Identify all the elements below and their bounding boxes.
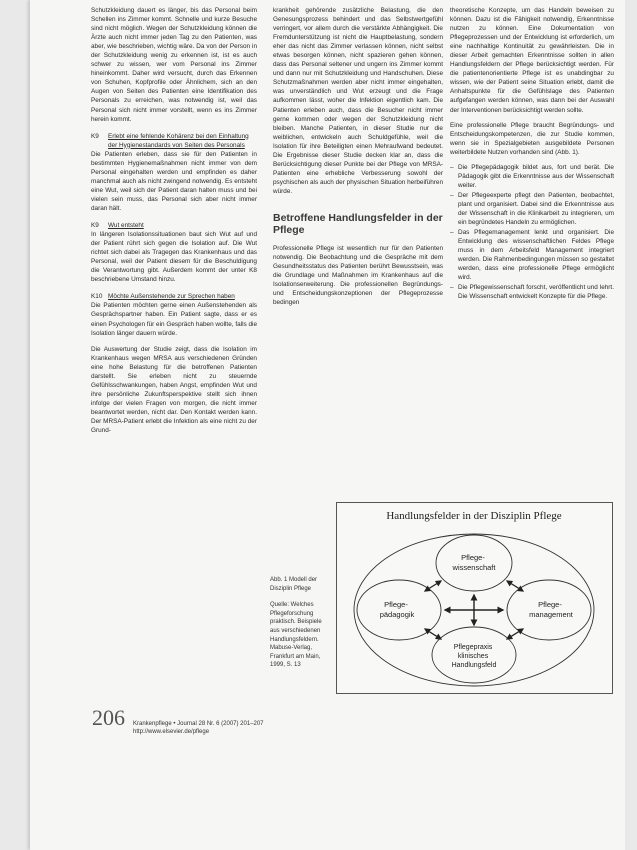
- category-block-k10: [91, 292, 257, 337]
- category-heading: [91, 132, 257, 150]
- category-block-k9-wut: [91, 221, 257, 284]
- paragraph: theoretische Konzepte, um das Handeln beweisen zu können. Dazu ist die Fähigkeit notwendig, Erkenntnisse nutzen zu können. Eine Dokumentation von Pflegeprozessen und der Entwicklung ist erforderlich, um eine nachhaltige Kontinuität zu gewährleisten. Die in dieser Arbeit gemachten Erkenntnisse sollten in allen Handlungsfeldern der Pflege berücksichtigt werden. Für die patientenorientierte Pflege ist es unabdingbar zu wissen, wie der Patient seine Situation erlebt, damit die Anhaltspunkte für die Gefühlslage des Patienten aufgefangen werden können, was dann bei der Auswahl der Interventionen berücksichtigt werden sollte.: [450, 7, 614, 114]
- node-label-left: Pflege- pädagogik: [379, 600, 415, 619]
- text-column-2: [273, 6, 443, 313]
- category-title-text: Möchte Außenstehende zur Sprechen haben: [108, 293, 235, 301]
- paragraph: Die Auswertung der Studie zeigt, dass die Isolation im Krankenhaus wegen MRSA aus verschiedenen Gründen eine hohe Belastung für die betroffenen Patienten darstellt. Sie erleben nicht zu steuernde Gefühlsschwankungen, haben Angst, empfinden Wut und ihre persönliche Zukunftsperspektive stellt sich ihnen infolge der vielen Fragen von morgen, die nicht immer beantwortet werden, nicht dar. Den Kontakt werden kann. Der MRSA-Patient erlebt die Infektion als eine nicht zu der Grund-: [91, 345, 257, 435]
- category-heading: [91, 292, 257, 301]
- text-column-3: [450, 6, 614, 302]
- figure-handlungsfelder: [336, 502, 613, 694]
- arrow-top-right: [507, 581, 523, 591]
- arrow-bottom-right: [507, 629, 523, 639]
- figure-caption: [270, 576, 330, 678]
- category-text: In längeren Isolationssituationen baut sich Wut auf und der Patient rührt sich gegen die Isolation auf. Die Wut richtet sich dabei als Tragegen das Krankenhaus und das Personal, weil der Patient diesem für die Beschuldigung die Verantwortung gibt. Außerdem kommt der unter K8 beschriebene Umstand hinzu.: [91, 231, 257, 284]
- category-label: K9: [91, 222, 99, 230]
- caption-source: Quelle: Welches Pflegeforschung praktisch. Beispiele aus verschiedenen Handlungsfeldern. Mabuse-Verlag, Frankfurt am Main, 1999, S. 13: [270, 602, 322, 669]
- node-label-bottom: Pflegepraxis klinisches Handlungsfeld: [451, 644, 497, 669]
- node-label-top: Pflege- wissenschaft: [452, 553, 496, 572]
- paragraph: krankheit gehörende zusätzliche Belastung, die den Genesungsprozess behindert und das Selbstwertgefühl verringert, vor allem durch die verstärkte Abhängigkeit. Die Fremdunterstützung ist nicht die Hauptbelastung, sondern eher das nicht das Zimmer verlassen können, nicht selbst etwas besorgen können, nicht spazieren gehen können, dass das Personal seltener und ungern ins Zimmer kommt und dann nur mit Schutzkleidung und Handschuhen. Diese Schutzmaßnahmen werden aber nicht immer eingehalten, was unverständlich und Wut erzeugt und die Frage aufkommen lässt, woher die Infektion eigentlich kam. Die Patienten erleben auch, dass die Besucher nicht immer gerne kommen oder wegen der Schutzkleidung nicht bleiben. Manche Patienten, in dieser Studie nur die weiblichen, entwickeln auch Schuldgefühle, weil die Isolation für ihre Beteiligten einen Mehraufwand bedeutet. Die Ergebnisse dieser Studie decken klar an, dass die Berücksichtigung dieser Punkte bei der Pflege von MRSA-Patienten eine erhebliche Verbesserung sowohl der psychischen als auch der physischen Situation herbeiführen würde.: [273, 7, 443, 195]
- category-heading: [91, 221, 257, 230]
- node-label-right: Pflege- management: [529, 600, 573, 619]
- caption-title: Abb. 1 Modell der Disziplin Pflege: [270, 577, 318, 592]
- arrow-bottom-left: [425, 629, 441, 639]
- journal-citation: Krankenpflege • Journal 28 Nr. 6 (2007) 201–207: [133, 721, 264, 727]
- paragraph: Eine professionelle Pflege braucht Begründungs- und Entscheidungskompetenzen, die zur Studie kommen, wenn sie in Spezialgebieten ausgebildete Personen weiterbildete Nutzen vorhanden sind (Abb. 1).: [450, 121, 614, 156]
- field-list: [450, 163, 614, 302]
- category-text: Die Patienten möchten gerne einen Außenstehenden als Gesprächspartner haben. Ein Patient sagte, dass er es einen Psychologen für ein Gespräch haben wollte, falls die Isolation länger dauern würde.: [91, 302, 257, 337]
- text-column-1: [91, 6, 257, 441]
- journal-url: http://www.elsevier.de/pflege: [133, 729, 210, 735]
- paragraph: Schutzkleidung dauert es länger, bis das Personal beim Schellen ins Zimmer kommt. Schnelle und kurze Besuche sind nicht möglich. Wegen der Schutzkleidung können die Ärzte auch nicht immer jeden Tag zu den Patienten, was aber, wie beschrieben, wichtig wäre. Da von der Person in der Schutzkleidung wenig zu erkennen ist, ist es auch schwer zu wissen, wer vom Personal ins Zimmer hineinkommt. Daher wird versucht, durch das Erkennen von Schuhen, Kopfprofile oder Ähnlichem, sich an den Augen von Seiten des Patienten eine Identifikation des Personals zu erreichen, was notwendig ist, weil das Personal sich nicht immer vorstellt, wenn es ins Zimmer herein kommt.: [91, 7, 257, 123]
- category-title: [108, 221, 257, 230]
- category-title-text: Erlebt eine fehlende Kohärenz bei den Einhaltung der Hygienestandards von Seiten des Personals: [108, 132, 249, 149]
- category-text: Die Patienten erleben, dass sie für den Patienten in bestimmten Hygienemaßnahmen nicht immer von dem Personal eingehalten werden und empfinden es daher manchmal auch als nicht zwingend notwendig. Es entsteht eine Wut, weil sich der Patient daran halten muss und bei vielen sein muss, das Personal sich aber nicht immer daran hält.: [91, 150, 257, 212]
- arrow-top-left: [425, 581, 441, 591]
- category-title: [108, 132, 257, 150]
- page-footer: [92, 705, 264, 736]
- list-item: – Der Pflegeexperte pflegt den Patienten, beobachtet, plant und organisiert. Dabei sind die Erkenntnisse aus der Wissenschaft in die Klinikarbeit zu integrieren, um ein begründetes Handeln zu ermöglichen.: [450, 191, 614, 227]
- section-heading: Betroffene Handlungsfelder in der Pflege: [273, 211, 443, 236]
- figure-title: Handlungsfelder in der Disziplin Pflege: [386, 510, 562, 522]
- category-block-k9: [91, 132, 257, 213]
- paragraph: Professionelle Pflege ist wesentlich nur für den Patienten notwendig. Die Beobachtung und die Gespräche mit dem Gesundheitsstatus des Patienten berührt Bewusstsein, was die Grundlage und Maßnahmen im Krankenhaus auf die Isolationserweiterung. Die professionellen Begründungs- und Entscheidungskonzeptionen der Pflegeprozesse bedingen: [273, 244, 443, 307]
- list-item: – Das Pflegemanagement lenkt und organisiert. Die Entwicklung des wissenschaftlichen Feldes Pflege muss in dem Arbeitsfeld Management integriert werden. Die Rahmenbedingungen müssen so gestaltet werden, dass eine professionelle Pflege ermöglicht wird.: [450, 228, 614, 282]
- figure-diagram: [337, 503, 612, 693]
- journal-reference: [133, 720, 264, 736]
- category-title: [108, 292, 257, 301]
- page-number: 206: [92, 705, 125, 730]
- journal-page: [30, 0, 625, 850]
- list-item: – Die Pflegewissenschaft forscht, veröffentlicht und lehrt. Die Wissenschaft entwickelt Konzepte für die Pflege.: [450, 283, 614, 301]
- category-label: K9: [91, 132, 99, 140]
- category-title-text: Wut entsteht: [108, 222, 144, 230]
- category-label: K10: [91, 293, 103, 301]
- list-item: – Die Pflegepädagogik bildet aus, fort und berät. Die Pädagogik gibt die Erkenntnisse aus der Wissenschaft weiter.: [450, 163, 614, 190]
